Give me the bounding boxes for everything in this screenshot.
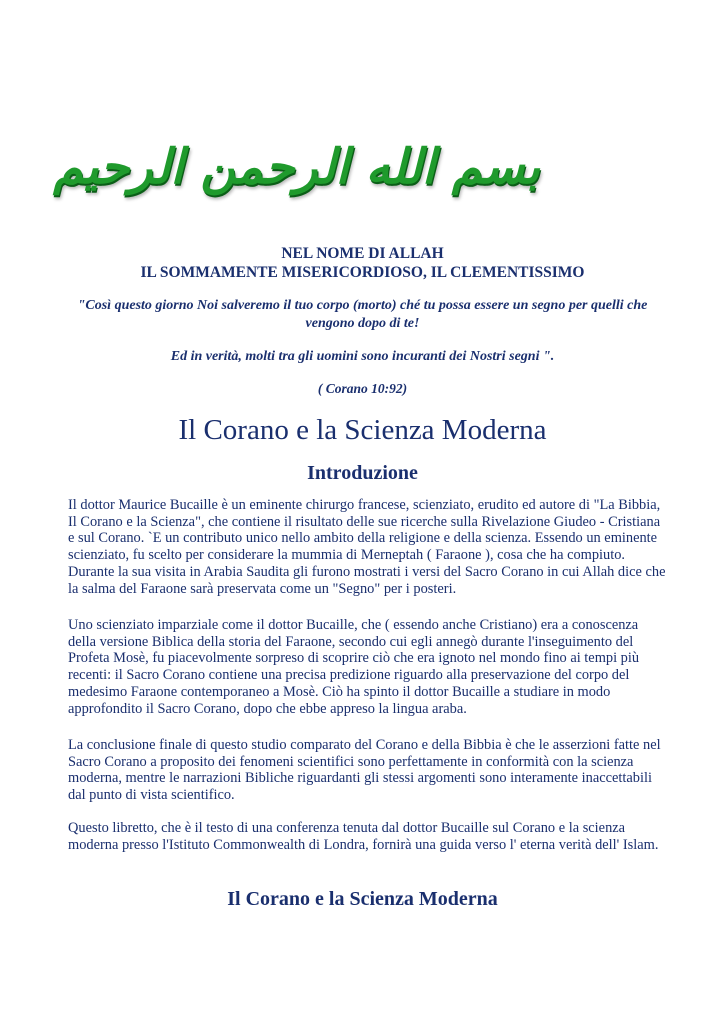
introduction-title: Introduzione: [307, 462, 418, 484]
section-title: Il Corano e la Scienza Moderna: [227, 888, 498, 910]
basmala-calligraphy: [53, 118, 540, 216]
page-title: Il Corano e la Scienza Moderna: [178, 414, 547, 446]
quote-reference: ( Corano 10:92): [317, 381, 408, 396]
heading-line-1: NEL NOME DI ALLAH: [281, 245, 444, 262]
intro-paragraph-3: La conclusione finale di questo studio comparato del Corano e della Bibbia è che le asserzioni fatte nel Sacro Corano a proposito dei fenomeni scientifici sono perfettamente in conformità con la scienza moderna, mentre le narrazioni Bibliche riguardanti gli stessi argomenti sono interamente inaccettabili dal punto di vista scientifico.: [68, 737, 661, 804]
heading-line-2: IL SOMMAMENTE MISERICORDIOSO, IL CLEMENTISSIMO: [140, 264, 585, 281]
quote-verse-2: Ed in verità, molti tra gli uomini sono incuranti dei Nostri segni ".: [170, 349, 555, 364]
intro-paragraph-2: Uno scienziato imparziale come il dottor Bucaille, che ( essendo anche Cristiano) era a conoscenza della versione Biblica della storia del Faraone, secondo cui egli annegò durante l'inseguimento del Profeta Mosè, fu piacevolmente sorpreso di scoprire ciò che era ignoto nel mondo fino ai tempi più recenti: il Sacro Corano contiene una precisa predizione riguardo alla preservazione del corpo del medesimo Faraone contemporaneo a Mosè. Ciò ha spinto il dottor Bucaille a studiare in modo approfondito il Sacro Corano, dopo che ebbe appreso la lingua araba.: [68, 617, 640, 717]
intro-paragraph-4: Questo libretto, che è il testo di una conferenza tenuta dal dottor Bucaille sul Corano e la scienza moderna presso l'Istituto Commonwealth di Londra, fornirà una guida verso l' eterna verità dell' Islam.: [68, 820, 659, 853]
intro-paragraph-1: Il dottor Maurice Bucaille è un eminente chirurgo francese, scienziato, erudito ed autore di "La Bibbia, Il Corano e la Scienza", che contiene il risultato delle sue ricerche sulla Rivelazione Giudeo - Cristiana e sul Corano. `E un contributo unico nello ambito della religione e della scienza. Essendo un eminente scienziato, fu scelto per considerare la mummia di Merneptah ( Faraone ), cosa che ha compiuto. Durante la sua visita in Arabia Saudita gli furono mostrati i versi del Sacro Corano in cui Allah dice che la salma del Faraone sarà preservata come un "Segno" per i posteri.: [68, 497, 666, 597]
basmala-text: بسم الله الرحمن الرحيم: [53, 139, 540, 195]
quote-verse: "Così questo giorno Noi salveremo il tuo corpo (morto) ché tu possa essere un segno per quelli che vengono dopo di te!: [77, 298, 648, 331]
